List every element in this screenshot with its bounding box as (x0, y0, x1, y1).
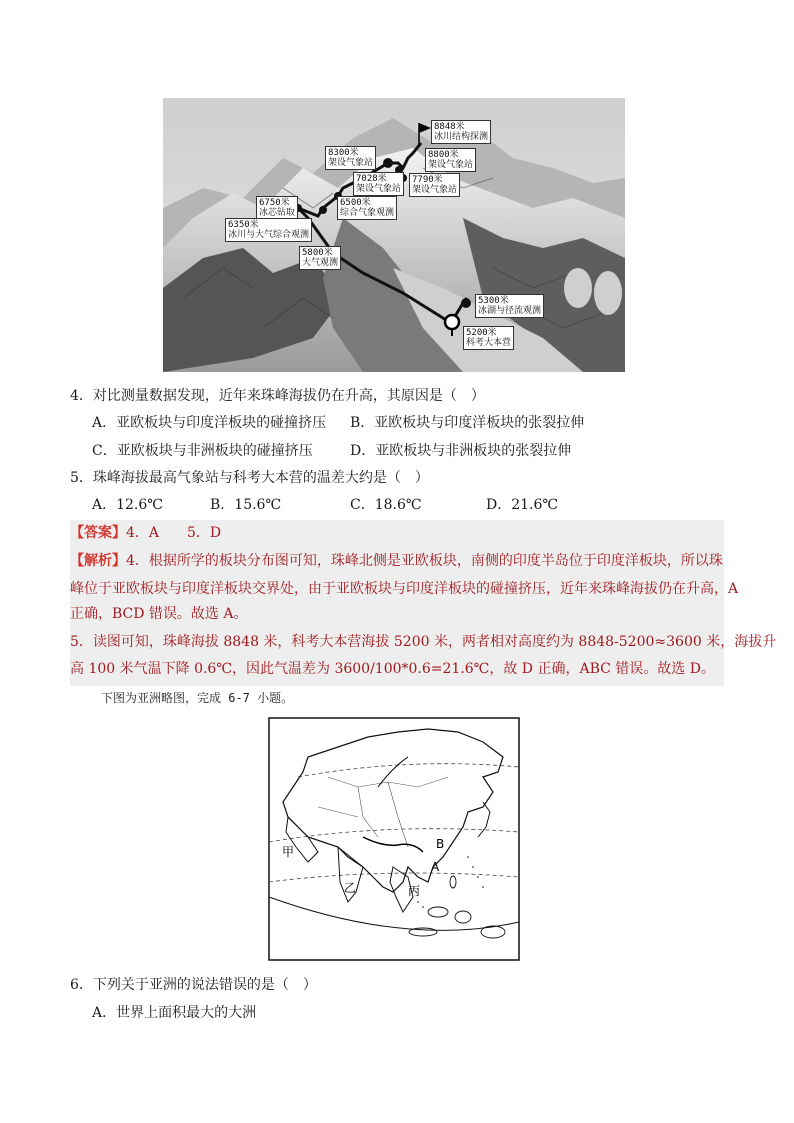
label-5200: 5200米 科考大本营 (463, 326, 514, 350)
analysis-tag: 【解析】 (70, 553, 126, 569)
analysis-line-2: 峰位于亚欧板块与印度洋板块交界处，由于亚欧板块与印度洋板块的碰撞挤压，近年来珠峰海拔仍在升高，A (70, 581, 739, 597)
q5-option-b: B．15.6℃ (210, 497, 282, 513)
map-label-b: B (436, 837, 445, 851)
label-5800: 5800米 大气观测 (299, 246, 341, 270)
analysis-text-1: 4．根据所学的板块分布图可知，珠峰北侧是亚欧板块，南侧的印度半岛位于印度洋板块，所以珠 (126, 553, 723, 569)
label-8800: 8800米 架设气象站 (425, 148, 476, 172)
map-label-a: A (431, 860, 440, 874)
q4-option-b: B．亚欧板块与印度洋板块的张裂拉伸 (350, 415, 585, 431)
q5-option-c: C．18.6℃ (350, 497, 422, 513)
map-label-jia: 甲 (282, 845, 295, 859)
asia-map (268, 717, 520, 961)
label-7028: 7028米 架设气象站 (353, 172, 404, 196)
label-5300: 5300米 冰湖与径流观测 (475, 294, 544, 318)
q5-stem: 5．珠峰海拔最高气象站与科考大本营的温差大约是（ ） (70, 470, 429, 486)
map-label-yi: 乙 (344, 881, 357, 895)
map-intro: 下图为亚洲略图，完成 6-7 小题。 (101, 691, 294, 705)
answer-text: 4．A 5．D (126, 525, 222, 541)
answer-tag: 【答案】 (70, 525, 126, 541)
analysis-line-3: 正确，BCD 错误。故选 A。 (70, 606, 248, 622)
answer-line (70, 524, 221, 542)
q4-option-c: C．亚欧板块与非洲板块的碰撞挤压 (92, 443, 313, 459)
q4-option-a: A．亚欧板块与印度洋板块的碰撞挤压 (92, 415, 327, 431)
map-label-bing: 丙 (408, 884, 421, 898)
analysis-line-1 (70, 552, 723, 570)
label-6350: 6350米 冰川与大气综合观测 (225, 218, 312, 242)
q6-option-a: A．世界上面积最大的大洲 (92, 1005, 257, 1021)
analysis-line-4: 5．读图可知，珠峰海拔 8848 米，科考大本营海拔 5200 米，两者相对高度约为 8848-5200≈3600 米，海拔升 (70, 634, 777, 650)
q5-option-d: D．21.6℃ (486, 497, 559, 513)
asia-outline-map (268, 717, 520, 961)
q4-stem: 4．对比测量数据发现，近年来珠峰海拔仍在升高，其原因是（ ） (70, 388, 485, 404)
q5-option-a: A．12.6℃ (92, 497, 163, 513)
q4-option-d: D．亚欧板块与非洲板块的张裂拉伸 (350, 443, 572, 459)
everest-route-photo (163, 98, 625, 372)
label-8848: 8848米 冰川结构探测 (431, 120, 491, 144)
label-6750: 6750米 冰芯钻取 (256, 196, 298, 220)
label-8300: 8300米 架设气象站 (325, 146, 376, 170)
label-7790: 7790米 架设气象站 (409, 173, 460, 197)
q6-stem: 6．下列关于亚洲的说法错误的是（ ） (70, 977, 317, 993)
analysis-line-5: 高 100 米气温下降 0.6℃，因此气温差为 3600/100*0.6=21.6℃，故 D 正确，ABC 错误。故选 D。 (70, 661, 715, 677)
label-6500: 6500米 综合气象观测 (337, 196, 397, 220)
